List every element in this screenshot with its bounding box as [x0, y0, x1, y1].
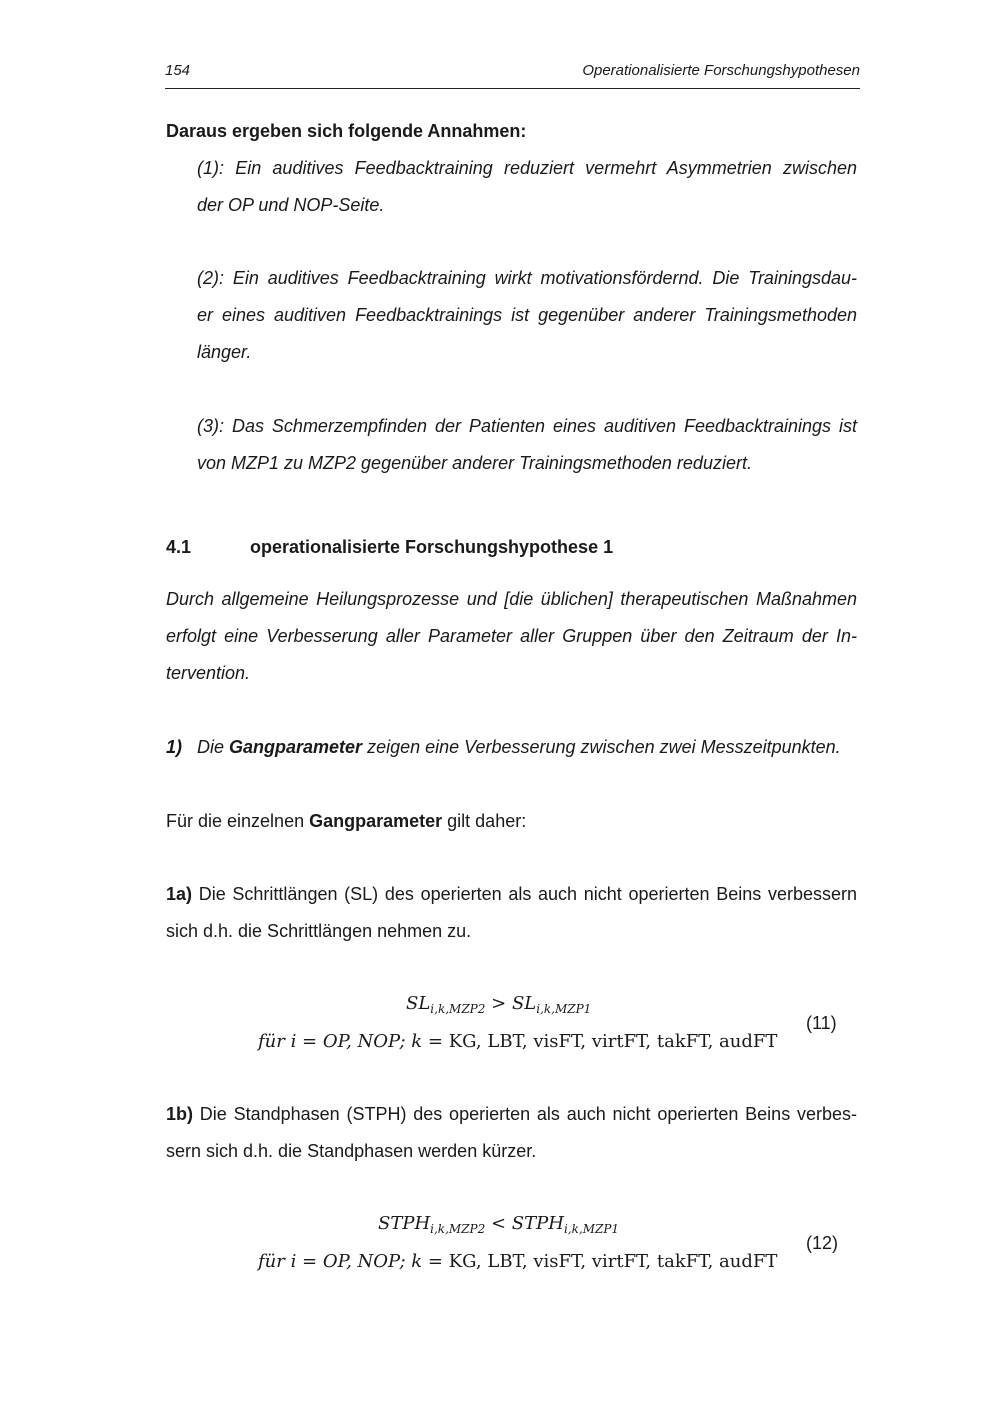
assumption-1-line-1: (1): Ein auditives Feedbacktraining reduziert vermehrt Asymmetrien zwischen: [197, 158, 857, 178]
running-title: Operationalisierte Forschungshypothesen: [582, 62, 860, 79]
equation-12-condition: für i = OP, NOP; k = KG, LBT, visFT, virtFT, takFT, audFT: [258, 1251, 778, 1272]
section-title: operationalisierte Forschungshypothese 1: [250, 537, 614, 557]
assumption-2-line-2: er eines auditiven Feedbacktrainings ist gegenüber anderer Trainingsmethoden: [197, 305, 857, 325]
item-1-marker: 1): [166, 737, 183, 757]
hypothesis-line-3: tervention.: [166, 663, 251, 683]
hypothesis-line-1: Durch allgemeine Heilungsprozesse und [die üblichen] therapeutischen Maßnahmen: [166, 589, 857, 609]
hypothesis-line-2: erfolgt eine Verbesserung aller Parameter aller Gruppen über den Zeitraum der In-: [166, 626, 857, 646]
para-1a-line-2: sich d.h. die Schrittlängen nehmen zu.: [166, 921, 472, 941]
gait-parameters-intro: Für die einzelnen Gangparameter gilt daher:: [166, 811, 527, 831]
page-number: 154: [165, 62, 191, 79]
assumption-2-line-1: (2): Ein auditives Feedbacktraining wirkt motivationsfördernd. Die Trainingsdau-: [197, 268, 857, 288]
para-1b-label: 1b): [166, 1104, 193, 1124]
para-1b-line-2: sern sich d.h. die Standphasen werden kürzer.: [166, 1141, 537, 1161]
equation-12-number: (12): [806, 1233, 839, 1253]
para-1a-line-1: 1a) Die Schrittlängen (SL) des operierten als auch nicht operierten Beins verbessern: [166, 884, 857, 904]
assumptions-heading: Daraus ergeben sich folgende Annahmen:: [166, 121, 527, 141]
assumption-3-line-1: (3): Das Schmerzempfinden der Patienten eines auditiven Feedbacktrainings ist: [197, 416, 857, 436]
item-1-text: Die Gangparameter zeigen eine Verbesserung zwischen zwei Messzeitpunkten.: [197, 737, 841, 757]
equation-11-number: (11): [806, 1013, 837, 1033]
assumption-2-line-3: länger.: [197, 342, 252, 362]
gangparameter-term: Gangparameter: [229, 737, 363, 757]
equation-11-relation: $SL_{i,k,MZP2} > SL_{i,k,MZP1}$: [406, 993, 592, 1016]
section-number: 4.1: [166, 537, 192, 557]
para-1b-line-1: 1b) Die Standphasen (STPH) des operierten als auch nicht operierten Beins verbes-: [166, 1104, 857, 1124]
assumption-1-line-2: der OP und NOP-Seite.: [197, 195, 385, 215]
para-1a-label: 1a): [166, 884, 193, 904]
equation-11-condition: für i = OP, NOP; k = KG, LBT, visFT, virtFT, takFT, audFT: [258, 1031, 778, 1052]
equation-12-relation: $STPH_{i,k,MZP2}$ < $STPH_{i,k,MZP1}$: [378, 1213, 620, 1236]
assumption-3-line-2: von MZP1 zu MZP2 gegenüber anderer Trainingsmethoden reduziert.: [197, 453, 752, 473]
running-header: [165, 60, 860, 89]
